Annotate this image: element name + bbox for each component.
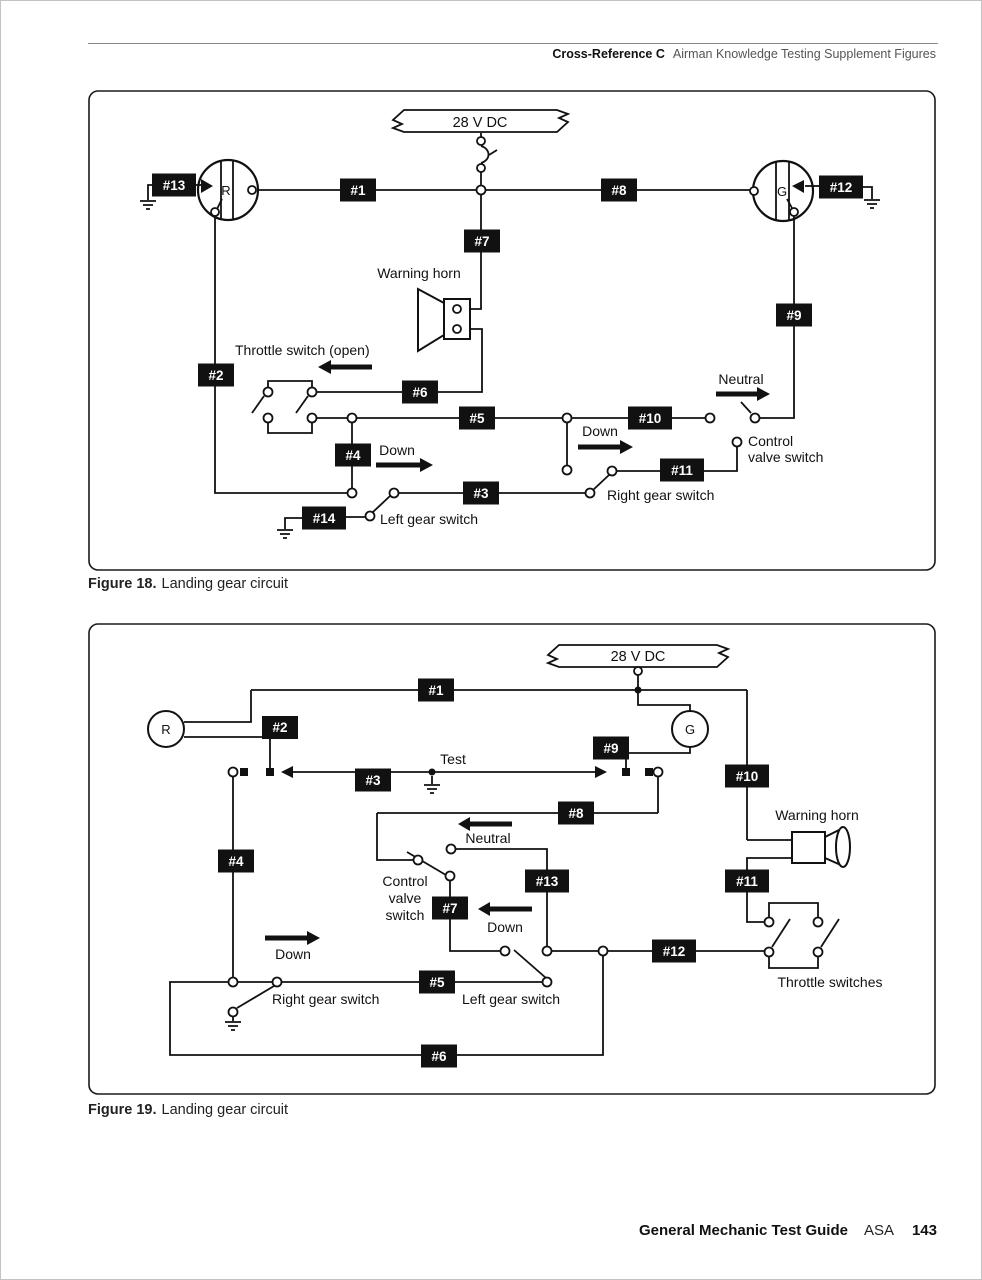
wire-label: #6 xyxy=(412,385,428,400)
right-gear-switch-label: Right gear switch xyxy=(272,991,380,1007)
wire-label: #7 xyxy=(442,901,458,916)
control-valve-label-3: switch xyxy=(385,907,425,923)
right-gear-switch-label: Right gear switch xyxy=(607,487,715,503)
test-label: Test xyxy=(440,751,466,767)
control-valve-label-2: valve switch xyxy=(748,449,824,465)
footer-publisher: ASA xyxy=(863,1222,894,1239)
wire-label: #2 xyxy=(208,368,224,383)
lamp-g-letter: G xyxy=(684,722,696,737)
power-source-label: 28 V DC xyxy=(452,115,508,131)
figure-18-diagram xyxy=(88,90,937,572)
wire-label: #5 xyxy=(429,975,445,990)
figure-18-caption xyxy=(88,576,288,592)
lamp-r-letter: R xyxy=(161,722,171,737)
power-banner xyxy=(548,645,728,667)
figure-19-caption-text: Landing gear circuit xyxy=(161,1102,289,1118)
lamp-g-letter: G xyxy=(776,184,788,199)
wire-label: #13 xyxy=(162,178,186,193)
warning-horn-icon xyxy=(792,827,850,867)
wire-label: #8 xyxy=(611,183,627,198)
wire-label: #4 xyxy=(345,448,361,463)
control-valve-label-1: Control xyxy=(748,433,794,449)
footer-page-number: 143 xyxy=(911,1222,937,1239)
footer-book-title: General Mechanic Test Guide xyxy=(639,1222,848,1239)
wire-label: #6 xyxy=(431,1049,447,1064)
wire-label: #1 xyxy=(428,683,444,698)
down-label-right: Down xyxy=(582,423,618,439)
header-title: Airman Knowledge Testing Supplement Figures xyxy=(672,47,936,61)
wire-label: #8 xyxy=(568,806,584,821)
wire-label: #3 xyxy=(365,773,381,788)
figure-19-diagram xyxy=(88,622,937,1096)
warning-horn-label: Warning horn xyxy=(377,265,461,281)
figure-18-caption-text: Landing gear circuit xyxy=(161,576,289,592)
wire-label: #14 xyxy=(312,511,336,526)
header-rule xyxy=(88,43,938,44)
figure-19-caption xyxy=(88,1102,288,1118)
wire-label: #13 xyxy=(535,874,559,889)
warning-horn-label: Warning horn xyxy=(775,807,859,823)
wire-label: #3 xyxy=(473,486,489,501)
wire-label: #5 xyxy=(469,411,485,426)
neutral-label: Neutral xyxy=(718,371,764,387)
power-source-label: 28 V DC xyxy=(610,649,666,665)
wire-label: #1 xyxy=(350,183,366,198)
page-footer xyxy=(88,1222,937,1239)
throttle-switches-label: Throttle switches xyxy=(777,974,883,990)
control-valve-label-1: Control xyxy=(382,873,428,889)
left-gear-switch-label: Left gear switch xyxy=(462,991,561,1007)
throttle-switch-label: Throttle switch (open) xyxy=(235,342,370,358)
left-gear-switch-label: Left gear switch xyxy=(380,511,479,527)
control-valve-label-2: valve xyxy=(388,890,422,906)
power-banner xyxy=(393,110,568,132)
header-section: Cross-Reference C xyxy=(552,47,665,61)
lamp-r-letter: R xyxy=(221,183,231,198)
down-label-upper: Down xyxy=(487,919,523,935)
wire-label: #10 xyxy=(638,411,662,426)
wire-label: #11 xyxy=(671,463,693,478)
neutral-label: Neutral xyxy=(465,830,511,846)
wire-label: #4 xyxy=(228,854,244,869)
wire-label: #12 xyxy=(662,944,686,959)
wire-label: #11 xyxy=(736,874,758,889)
figure-18-caption-label: Figure 18. xyxy=(88,576,157,592)
down-label-lower: Down xyxy=(275,946,311,962)
page-header xyxy=(88,47,936,61)
wire-label: #2 xyxy=(272,720,288,735)
wire-label: #9 xyxy=(603,741,619,756)
wire-label: #12 xyxy=(829,180,853,195)
figure-19-caption-label: Figure 19. xyxy=(88,1102,157,1118)
wire-label: #9 xyxy=(786,308,802,323)
wire-label: #10 xyxy=(735,769,759,784)
wire-label: #7 xyxy=(474,234,490,249)
down-label-center: Down xyxy=(379,442,415,458)
